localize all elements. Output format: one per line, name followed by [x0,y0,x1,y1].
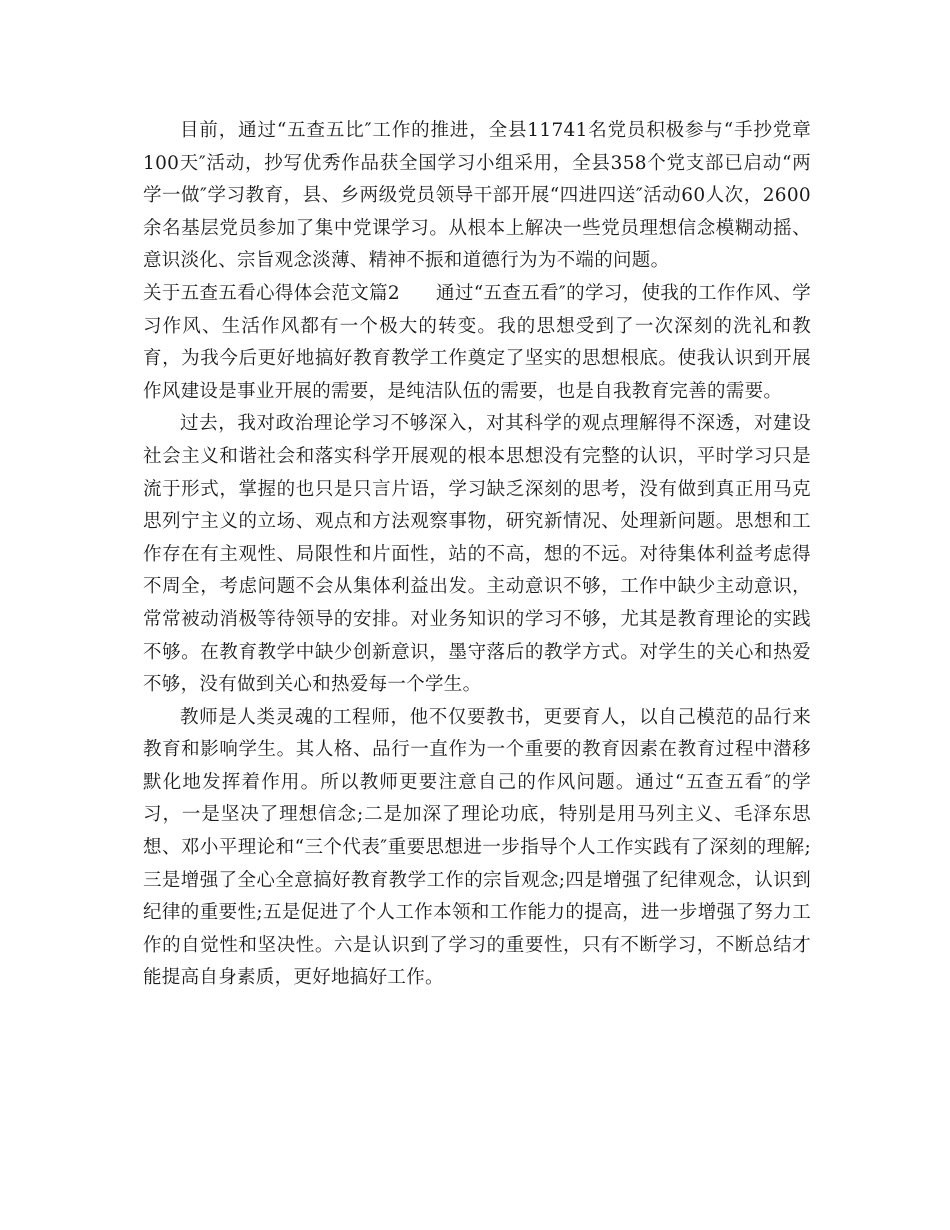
document-body [143,115,811,995]
paragraph-4: 教师是人类灵魂的工程师，他不仅要教书，更要育人，以自己模范的品行来教育和影响学生。其人格、品行一直作为一个重要的教育因素在教育过程中潜移默化地发挥着作用。所以教师更要注意自己的作风问题。通过“五查五看″的学习，一是坚决了理想信念;二是加深了理论功底，特别是用马列主义、毛泽东思想、邓小平理论和“三个代表″重要思想进一步指导个人工作实践有了深刻的理解;三是增强了全心全意搞好教育教学工作的宗旨观念;四是增强了纪律观念，认识到纪律的重要性;五是促进了个人工作本领和工作能力的提高，进一步增强了努力工作的自觉性和坚决性。六是认识到了学习的重要性，只有不断学习，不断总结才能提高自身素质，更好地搞好工作。 [143,706,811,989]
paragraph-2 [143,278,811,408]
paragraph-3: 过去，我对政治理论学习不够深入，对其科学的观点理解得不深透，对建设社会主义和谐社会和落实科学开展观的根本思想没有完整的认识，平时学习只是流于形式，掌握的也只是只言片语，学习缺乏深刻的思考，没有做到真正用马克思列宁主义的立场、观点和方法观察事物，研究新情况、处理新问题。思想和工作存在有主观性、局限性和片面性，站的不高，想的不远。对待集体利益考虑得不周全，考虑问题不会从集体利益出发。主动意识不够，工作中缺少主动意识，常常被动消极等待领导的安排。对业务知识的学习不够，尤其是教育理论的实践不够。在教育教学中缺少创新意识，墨守落后的教学方式。对学生的关心和热爱不够，没有做到关心和热爱每一个学生。 [143,413,811,696]
section-heading: 关于五查五看心得体会范文篇2 [143,282,400,304]
paragraph-1: 目前，通过“五查五比″工作的推进，全县11741名党员积极参与“手抄党章100天″活动，抄写优秀作品获全国学习小组采用，全县358个党支部已启动“两学一做″学习教育，县、乡两级党员领导干部开展“四进四送″活动60人次，2600余名基层党员参加了集中党课学习。从根本上解决一些党员理想信念模糊动摇、意识淡化、宗旨观念淡薄、精神不振和道德行为为不端的问题。 [143,120,811,272]
paragraph-2-text: 通过“五查五看″的学习，使我的工作作风、学习作风、生活作风都有一个极大的转变。我的思想受到了一次深刻的洗礼和教育，为我今后更好地搞好教育教学工作奠定了坚实的思想根底。使我认识到开展作风建设是事业开展的需要，是纯洁队伍的需要，也是自我教育完善的需要。 [143,282,811,402]
